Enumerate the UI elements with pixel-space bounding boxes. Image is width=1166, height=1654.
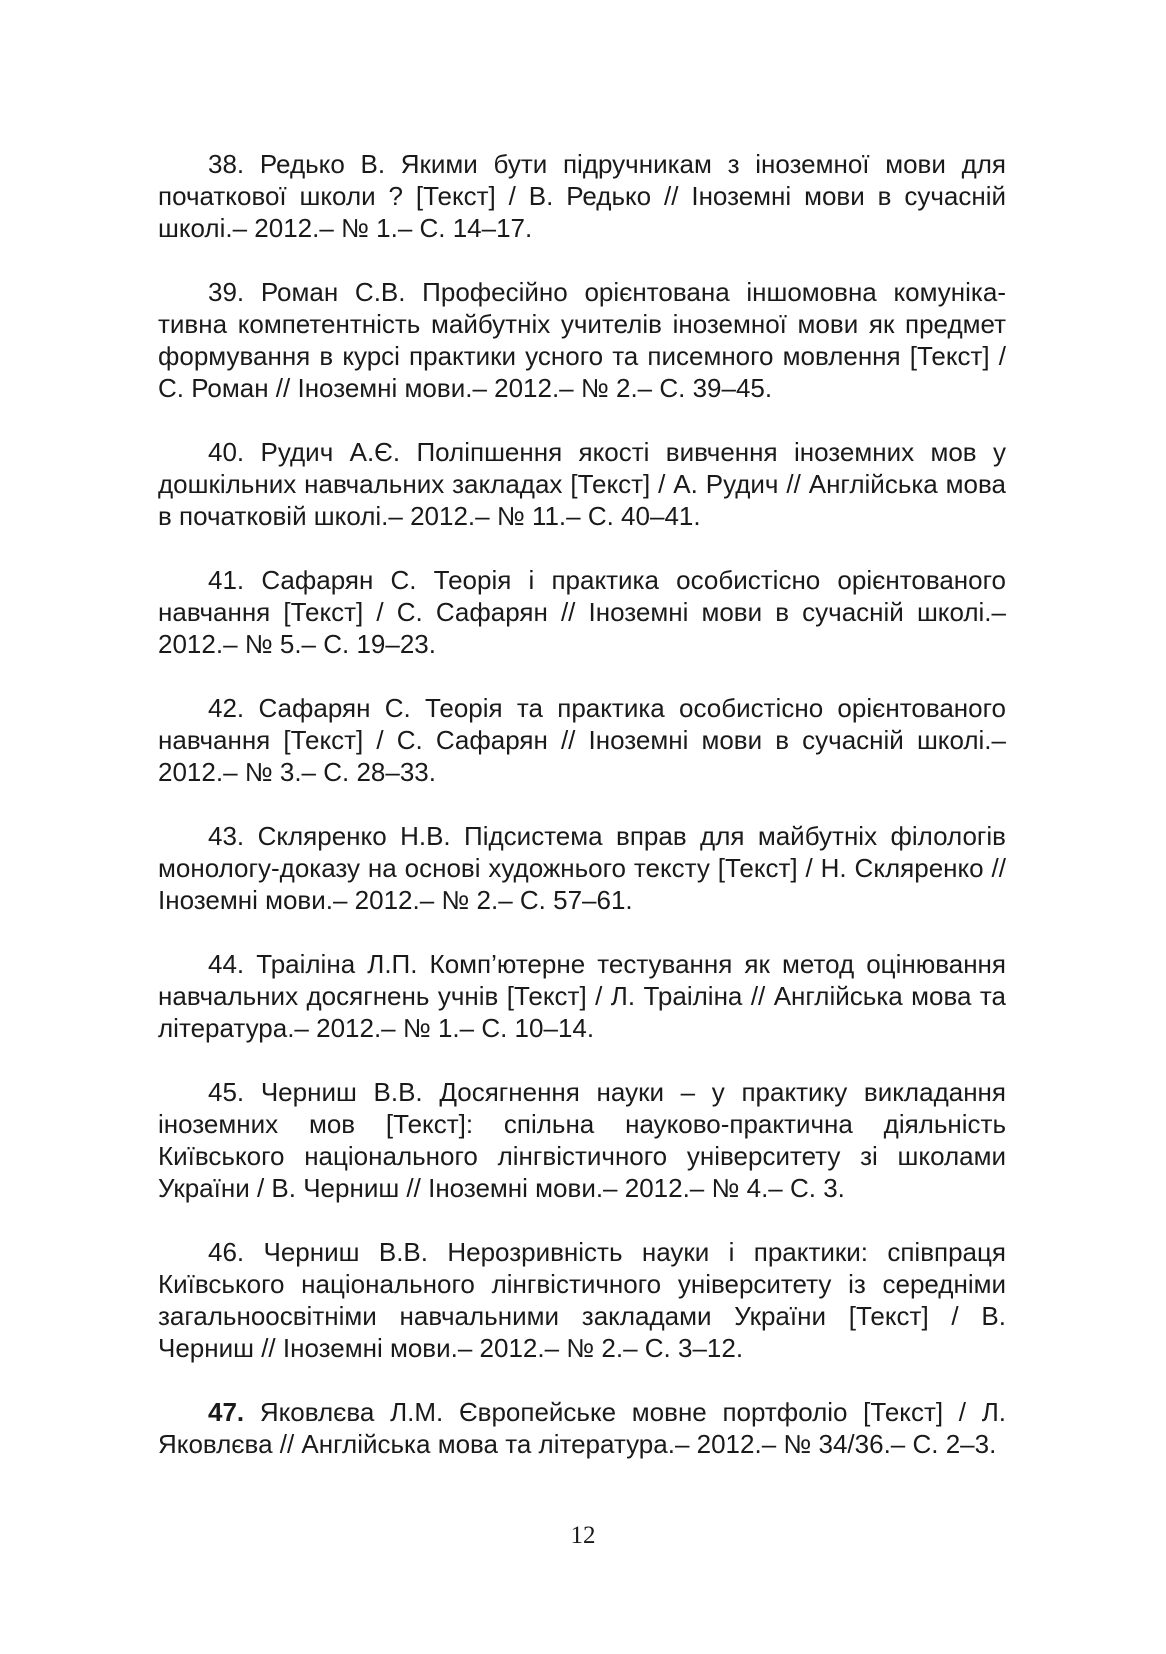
bibliography-entry-47	[158, 1396, 1006, 1460]
entry-number: 41.	[208, 565, 245, 595]
entry-text: Сафарян С. Теорія і практика особистісно орієнтованого навчання [Текст] / С. Сафарян // Іноземні мови в сучасній школі.– 2012.– № 5.– С. 19–23.	[158, 565, 1006, 659]
entry-number: 43.	[208, 821, 245, 851]
page-number: 12	[570, 1522, 596, 1549]
entry-text: Роман С.В. Професійно орієнтована іншомовна комунікативна компетентність майбутніх учителів іноземної мови як предмет формування в курсі практики усного та писемного мовлення [Текст] / С. Роман // Іноземні мови.– 2012.– № 2.– С. 39–45.	[158, 277, 1006, 403]
entry-text: Яковлєва Л.М. Європейське мовне портфоліо [Текст] / Л. Яковлєва // Англійська мова та література.– 2012.– № 34/36.– С. 2–3.	[158, 1397, 1006, 1459]
entry-number: 47.	[208, 1397, 245, 1427]
bibliography-entry-45	[158, 1076, 1006, 1204]
entry-number: 45.	[208, 1077, 245, 1107]
entry-number: 39.	[208, 277, 245, 307]
bibliography-entry-46	[158, 1236, 1006, 1364]
entry-number: 40.	[208, 437, 245, 467]
entry-number: 44.	[208, 949, 245, 979]
entry-text: Траіліна Л.П. Комп’ютерне тестування як метод оцінювання навчальних досягнень учнів [Текст] / Л. Траіліна // Англійська мова та література.– 2012.– № 1.– С. 10–14.	[158, 949, 1006, 1043]
entry-text: Черниш В.В. Досягнення науки – у практику викладання іноземних мов [Текст]: спільна науково-практична діяльність Київського національного лінгвістичного університету зі школами України / В. Черниш // Іноземні мови.– 2012.– № 4.– С. 3.	[158, 1077, 1006, 1203]
entry-text: Скляренко Н.В. Підсистема вправ для майбутніх філологів монологу-доказу на основі художнього тексту [Текст] / Н. Скляренко // Іноземні мови.– 2012.– № 2.– С. 57–61.	[158, 821, 1006, 915]
entry-text: Черниш В.В. Нерозривність науки і практики: співпраця Київського національного лінгвістичного університету із середніми загальноосвітніми навчальними закладами України [Текст] / В. Черниш // Іноземні мови.– 2012.– № 2.– С. 3–12.	[158, 1237, 1006, 1363]
bibliography-entry-44	[158, 948, 1006, 1044]
entry-text: Рудич А.Є. Поліпшення якості вивчення іноземних мов у дошкільних навчальних закладах [Текст] / А. Рудич // Англійська мова в початковій школі.– 2012.– № 11.– С. 40–41.	[158, 437, 1006, 531]
entry-text: Сафарян С. Теорія та практика особистісно орієнтованого навчання [Текст] / С. Сафарян // Іноземні мови в сучасній школі.– 2012.– № 3.– С. 28–33.	[158, 693, 1006, 787]
bibliography-entry-42	[158, 692, 1006, 788]
entry-number: 46.	[208, 1237, 245, 1267]
entry-number: 42.	[208, 693, 245, 723]
entry-number: 38.	[208, 149, 245, 179]
bibliography-list	[158, 148, 1006, 1492]
entry-text: Редько В. Якими бути підручникам з іноземної мови для початкової школи ? [Текст] / В. Редько // Іноземні мови в сучасній школі.– 2012.– № 1.– С. 14–17.	[158, 149, 1006, 243]
bibliography-entry-39	[158, 276, 1006, 404]
bibliography-entry-40	[158, 436, 1006, 532]
bibliography-entry-38	[158, 148, 1006, 244]
bibliography-entry-43	[158, 820, 1006, 916]
bibliography-entry-41	[158, 564, 1006, 660]
